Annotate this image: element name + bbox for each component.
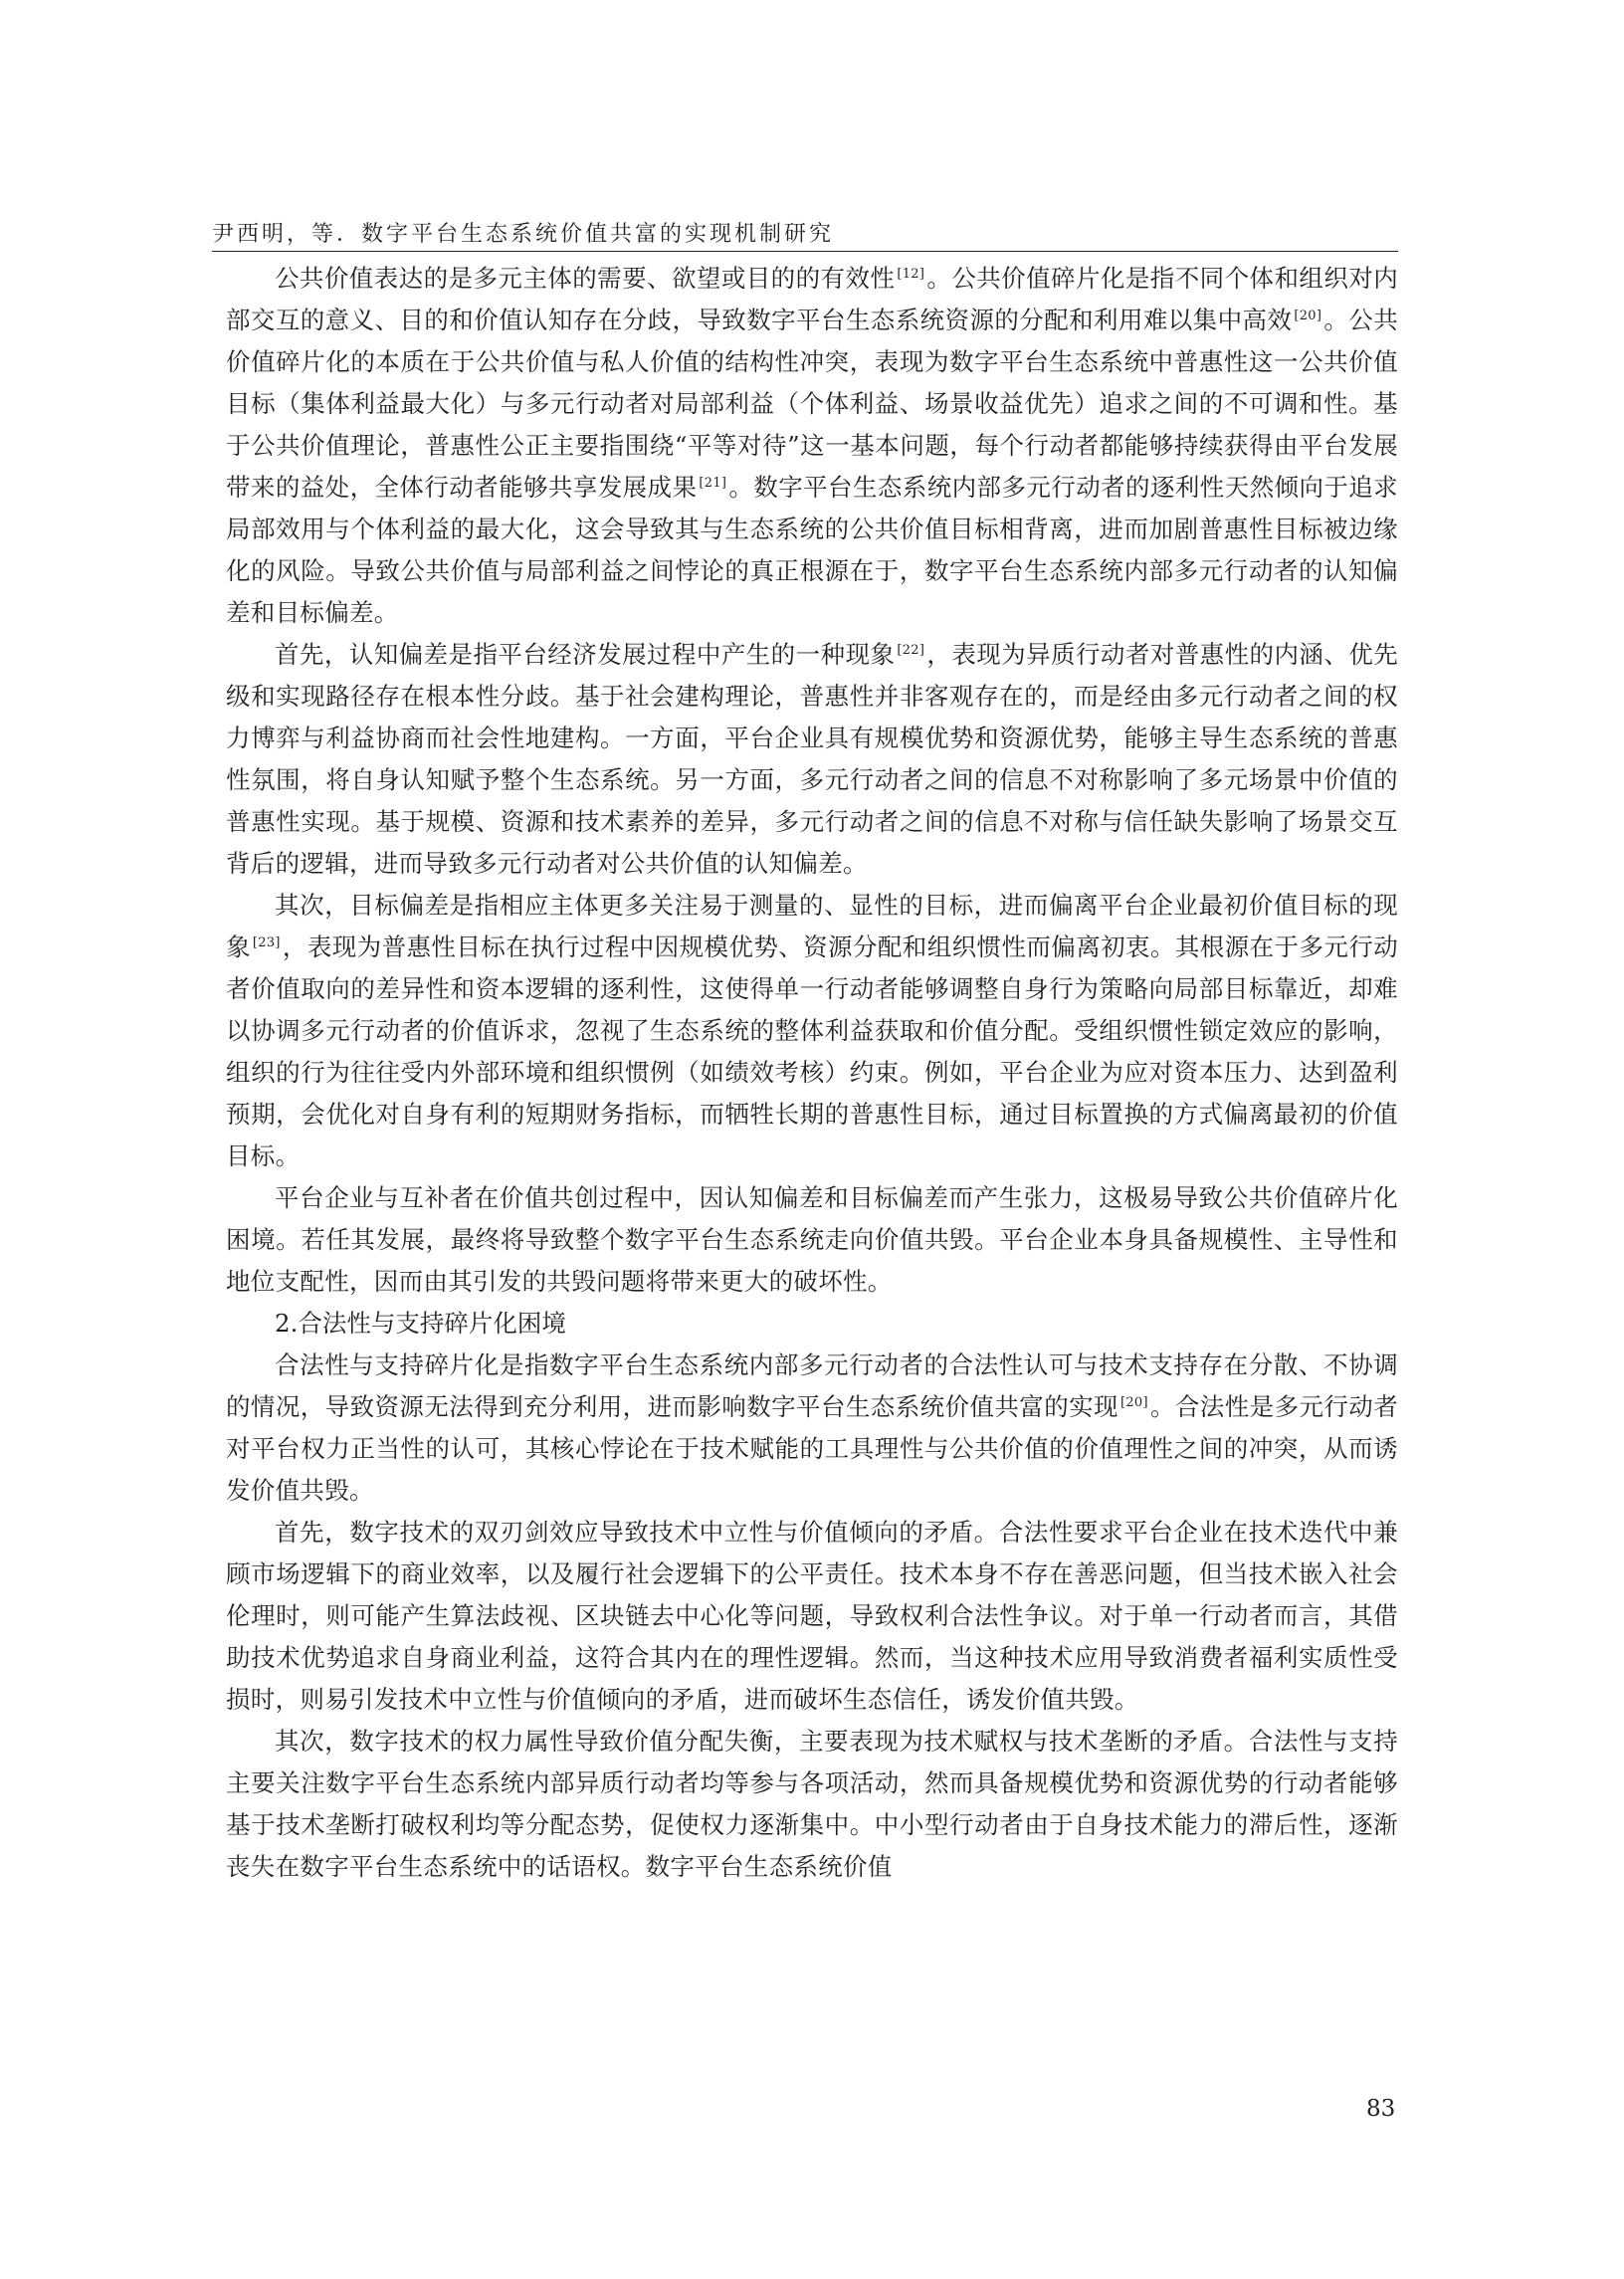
citation-mark: [23]	[252, 935, 281, 950]
text-run: 首先，认知偏差是指平台经济发展过程中产生的一种现象	[275, 640, 896, 669]
text-run: 公共价值表达的是多元主体的需要、欲望或目的的有效性	[275, 264, 896, 293]
page-number: 83	[1366, 2096, 1396, 2122]
text-run: 。数字平台生态系统内部多元行动者的逐利性天然倾向于追求局部效用与个体利益的最大化，这会导致其与生态系统的公共价值目标相背离，进而加剧普惠性目标被边缘化的风险。导致公共价值与局部利益之间悖论的真正根源在于，数字平台生态系统内部多元行动者的认知偏差和目标偏差。	[226, 473, 1398, 627]
text-run: 其次，目标偏差是指相应主体更多关注易于测量的、显性的目标，进而偏离平台企业最初价值目标的现象	[226, 891, 1398, 961]
paragraph: 其次，数字技术的权力属性导致价值分配失衡，主要表现为技术赋权与技术垄断的矛盾。合法性与支持主要关注数字平台生态系统内部异质行动者均等参与各项活动，然而具备规模优势和资源优势的行动者能够基于技术垄断打破权利均等分配态势，促使权力逐渐集中。中小型行动者由于自身技术能力的滞后性，逐渐丧失在数字平台生态系统中的话语权。数字平台生态系统价值	[226, 1727, 1398, 1881]
text-run: ，表现为异质行动者对普惠性的内涵、优先级和实现路径存在根本性分歧。基于社会建构理论，普惠性并非客观存在的，而是经由多元行动者之间的权力博弈与利益协商而社会性地建构。一方面，平台企业具有规模优势和资源优势，能够主导生态系统的普惠性氛围，将自身认知赋予整个生态系统。另一方面，多元行动者之间的信息不对称影响了多元场景中价值的普惠性实现。基于规模、资源和技术素养的差异，多元行动者之间的信息不对称与信任缺失影响了场景交互背后的逻辑，进而导致多元行动者对公共价值的认知偏差。	[226, 640, 1398, 878]
text-run: 。公共价值碎片化的本质在于公共价值与私人价值的结构性冲突，表现为数字平台生态系统中普惠性这一公共价值目标（集体利益最大化）与多元行动者对局部利益（个体利益、场景收益优先）追求之间的不可调和性。基于公共价值理论，普惠性公正主要指围绕“平等对待”这一基本问题，每个行动者都能够持续获得由平台发展带来的益处，全体行动者能够共享发展成果	[226, 306, 1398, 502]
text-run: 。合法性是多元行动者对平台权力正当性的认可，其核心悖论在于技术赋能的工具理性与公共价值的价值理性之间的冲突，从而诱发价值共毁。	[226, 1392, 1398, 1505]
text-run: 合法性与支持碎片化是指数字平台生态系统内部多元行动者的合法性认可与技术支持存在分散、不协调的情况，导致资源无法得到充分利用，进而影响数字平台生态系统价值共富的实现	[226, 1350, 1398, 1421]
paragraph	[226, 634, 1398, 885]
running-header-text: 尹西明，等．数字平台生态系统价值共富的实现机制研究	[212, 222, 835, 247]
citation-mark: [20]	[1119, 1395, 1148, 1410]
article-body	[226, 258, 1398, 1888]
citation-mark: [21]	[699, 476, 727, 491]
text-run: ，表现为普惠性目标在执行过程中因规模优势、资源分配和组织惯性而偏离初衷。其根源在于多元行动者价值取向的差异性和资本逻辑的逐利性，这使得单一行动者能够调整自身行为策略向局部目标靠近，却难以协调多元行动者的价值诉求，忽视了生态系统的整体利益获取和价值分配。受组织惯性锁定效应的影响，组织的行为往往受内外部环境和组织惯例（如绩效考核）约束。例如，平台企业为应对资本压力、达到盈利预期，会优化对自身有利的短期财务指标，而牺牲长期的普惠性目标，通过目标置换的方式偏离最初的价值目标。	[226, 932, 1398, 1170]
citation-mark: [12]	[897, 267, 925, 282]
citation-mark: [22]	[897, 643, 925, 658]
paragraph: 平台企业与互补者在价值共创过程中，因认知偏差和目标偏差而产生张力，这极易导致公共价值碎片化困境。若任其发展，最终将导致整个数字平台生态系统走向价值共毁。平台企业本身具备规模性、主导性和地位支配性，因而由其引发的共毁问题将带来更大的破坏性。	[226, 1183, 1398, 1296]
citation-mark: [20]	[1294, 309, 1322, 323]
paragraph	[226, 885, 1398, 1177]
section-heading: 2.合法性与支持碎片化困境	[275, 1309, 566, 1338]
paragraph	[226, 1345, 1398, 1512]
text-run: 。公共价值碎片化是指不同个体和组织对内部交互的意义、目的和价值认知存在分歧，导致数字平台生态系统资源的分配和利用难以集中高效	[226, 264, 1398, 334]
paragraph: 首先，数字技术的双刃剑效应导致技术中立性与价值倾向的矛盾。合法性要求平台企业在技术迭代中兼顾市场逻辑下的商业效率，以及履行社会逻辑下的公平责任。技术本身不存在善恶问题，但当技术嵌入社会伦理时，则可能产生算法歧视、区块链去中心化等问题，导致权利合法性争议。对于单一行动者而言，其借助技术优势追求自身商业利益，这符合其内在的理性逻辑。然而，当这种技术应用导致消费者福利实质性受损时，则易引发技术中立性与价值倾向的矛盾，进而破坏生态信任，诱发价值共毁。	[226, 1518, 1398, 1714]
running-header	[212, 211, 1398, 252]
paragraph	[226, 258, 1398, 634]
